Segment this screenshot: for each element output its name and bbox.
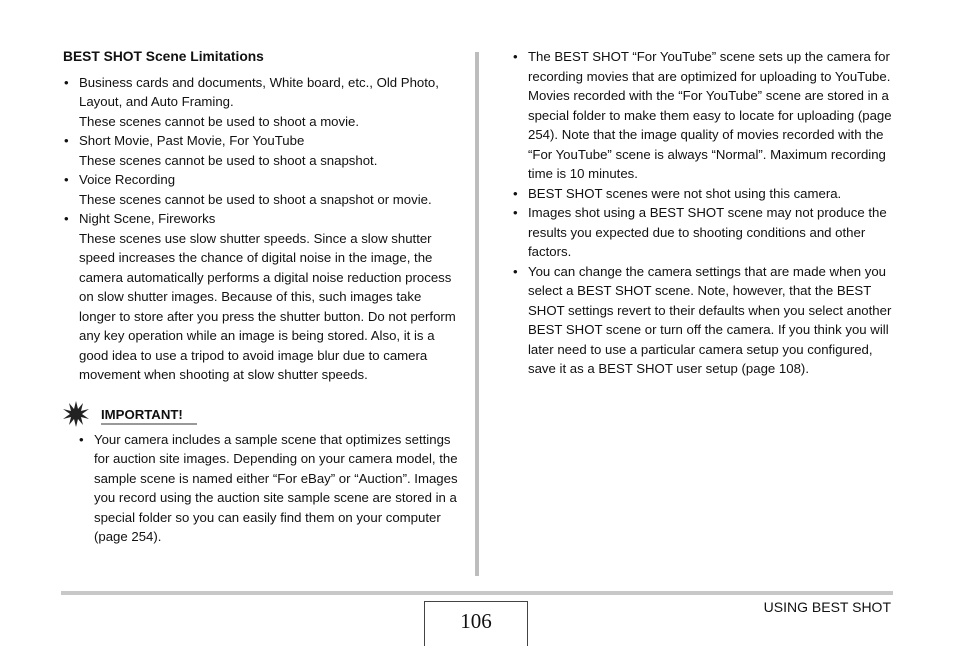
important-list bbox=[63, 430, 458, 547]
scene-names: • Business cards and documents, White board, etc., Old Photo, Layout, and Auto Framing. bbox=[79, 74, 439, 109]
important-text: Your camera includes a sample scene that optimizes settings for auction site images. Depending on your camera model, the sample scene is named either “For eBay” or “Auction”. Images you record using the auction site sample scene are stored in a special folder so you can easily find them on your computer (page 254). bbox=[94, 431, 458, 544]
list-item bbox=[512, 262, 894, 379]
list-item bbox=[512, 203, 894, 262]
limitations-list bbox=[63, 73, 458, 385]
note-text: Images shot using a BEST SHOT scene may not produce the results you expected due to shooting conditions and other factors. bbox=[528, 205, 887, 259]
note-text: You can change the camera settings that are made when you select a BEST SHOT scene. Note, however, that the BEST SHOT settings revert to their defaults when you select another BEST SHOT scene or turn off the camera. If you think you will later need to use a particular camera setup you configured, save it as a BEST SHOT user setup (page 108). bbox=[528, 263, 892, 376]
scene-names: • Short Movie, Past Movie, For YouTube bbox=[79, 133, 305, 148]
scene-names: • Night Scene, Fireworks bbox=[79, 211, 216, 226]
scene-note: These scenes cannot be used to shoot a snapshot or movie. bbox=[79, 191, 432, 207]
important-callout bbox=[63, 404, 458, 430]
scene-note: These scenes use slow shutter speeds. Since a slow shutter speed increases the chance of digital noise in the image, the camera automatically performs a digital noise reduction process on slow shutter images. Because of this, such images take longer to store after you press the shutter button. Do not perform any key operation while an image is being stored. Also, it is a good idea to use a tripod to avoid image blur due to camera movement when shooting at slow shutter speeds. bbox=[79, 230, 456, 382]
list-item bbox=[63, 131, 458, 170]
list-item bbox=[63, 73, 458, 132]
list-item bbox=[512, 184, 894, 204]
list-item bbox=[63, 170, 458, 209]
column-divider bbox=[475, 52, 479, 576]
page-number: 106 bbox=[424, 601, 528, 646]
section-heading: BEST SHOT Scene Limitations bbox=[63, 49, 264, 64]
section-title: USING BEST SHOT bbox=[763, 599, 891, 615]
scene-note: These scenes cannot be used to shoot a snapshot. bbox=[79, 152, 378, 168]
footer-rule bbox=[61, 591, 893, 595]
note-text: The BEST SHOT “For YouTube” scene sets up the camera for recording movies that are optimized for uploading to YouTube. Movies recorded with the “For YouTube” scene are stored in a special folder to make them easy to locate for uploading (page 254). Note that the image quality of movies recorded with the “For YouTube” scene is always “Normal”. Maximum recording time is 10 minutes. bbox=[528, 49, 892, 181]
left-column bbox=[63, 47, 458, 547]
scene-note: These scenes cannot be used to shoot a movie. bbox=[79, 113, 360, 129]
starburst-icon bbox=[63, 401, 89, 427]
list-item bbox=[78, 430, 458, 547]
scene-names: • Voice Recording bbox=[79, 172, 176, 187]
right-column bbox=[512, 47, 894, 379]
notes-list bbox=[512, 47, 894, 379]
important-label: IMPORTANT! bbox=[101, 407, 197, 425]
note-text: BEST SHOT scenes were not shot using this camera. bbox=[528, 185, 842, 201]
list-item bbox=[63, 209, 458, 385]
list-item bbox=[512, 47, 894, 184]
